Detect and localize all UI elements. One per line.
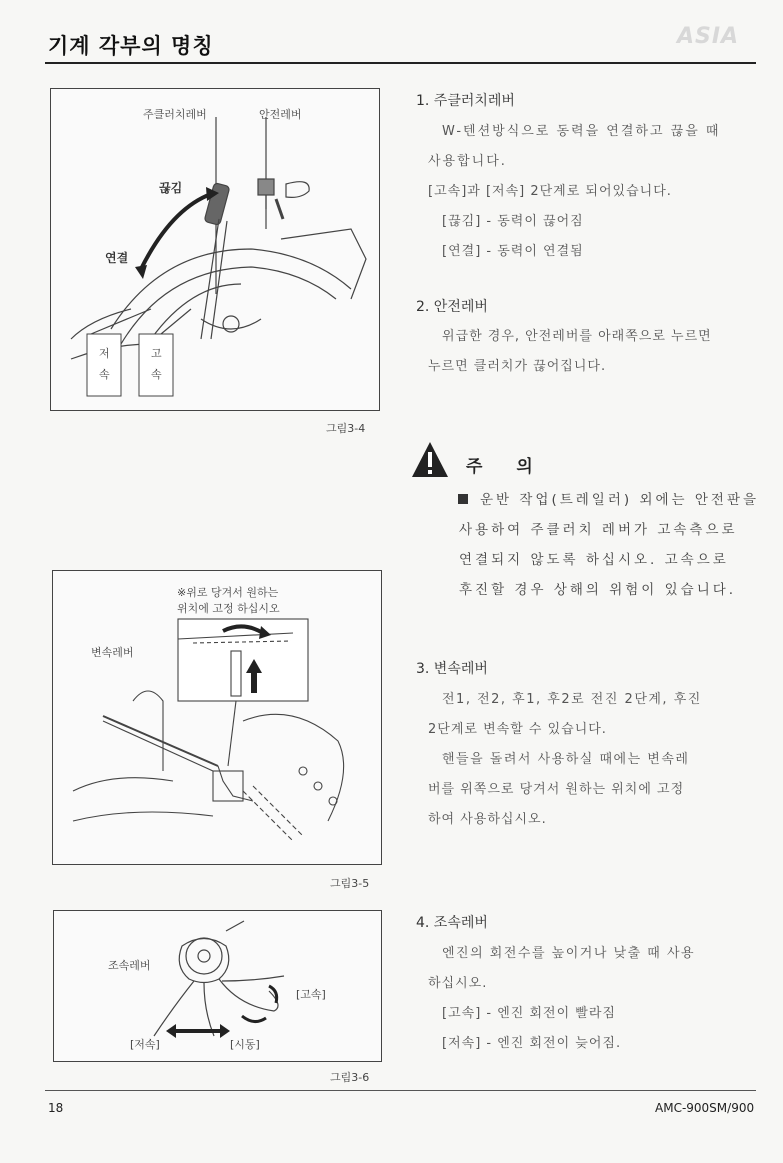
header-rule	[45, 62, 756, 64]
paragraph-line: 하여 사용하십시오.	[428, 812, 547, 827]
model-number: AMC-900SM/900	[655, 1101, 755, 1115]
swing-arrow-icon	[141, 194, 211, 269]
section-heading-throttle-lever: 4. 조속레버	[416, 915, 488, 931]
label-high-2: 속	[151, 368, 162, 381]
paragraph-line: [고속]과 [저속] 2단계로 되어있습니다.	[428, 184, 672, 199]
label-low-1: 저	[99, 347, 110, 360]
warning-bullet	[458, 488, 476, 507]
label-throttle-lever: 조속레버	[108, 959, 151, 972]
paragraph-line: 핸들을 돌려서 사용하실 때에는 변속레	[442, 752, 690, 767]
paragraph-line: [연결] - 동력이 연결됨	[442, 244, 584, 259]
paragraph-line: 2단계로 변속할 수 있습니다.	[428, 722, 607, 737]
section-heading-main-clutch: 1. 주클러치레버	[416, 93, 515, 109]
paragraph-line: 버를 위쪽으로 당겨서 원하는 위치에 고정	[428, 782, 685, 797]
warning-title: 주 의	[466, 457, 547, 477]
figure-gear-lever	[52, 570, 382, 865]
paragraph-line: 하십시오.	[428, 976, 488, 991]
brand-logo: ASIA	[677, 24, 740, 49]
throttle-lever-illustration	[54, 911, 381, 1061]
warning-line: 사용하여 주클러치 레버가 고속측으로	[459, 522, 738, 538]
paragraph-line: [저속] - 엔진 회전이 늦어짐.	[442, 1036, 622, 1051]
label-high-1: 고	[151, 347, 162, 360]
section-heading-safety-lever: 2. 안전레버	[416, 299, 488, 315]
square-bullet-icon	[458, 494, 468, 504]
label-start: [시동]	[230, 1038, 260, 1051]
paragraph-line: 전1, 전2, 후1, 후2로 전진 2단계, 후진	[442, 692, 702, 707]
figure-caption-3-6: 그림3-6	[330, 1071, 370, 1084]
paragraph-line: W-텐션방식으로 동력을 연결하고 끊을 때	[442, 124, 721, 139]
paragraph-line: [끊김] - 동력이 끊어짐	[442, 214, 584, 229]
label-main-clutch-lever: 주클러치레버	[143, 108, 207, 121]
footer-rule	[45, 1090, 756, 1091]
figure-throttle-lever	[53, 910, 382, 1062]
main-clutch-illustration	[51, 89, 379, 410]
warning-icon	[410, 440, 450, 480]
label-safety-lever: 안전레버	[259, 108, 302, 121]
label-connect: 연결	[105, 251, 129, 265]
paragraph-line: 엔진의 회전수를 높이거나 낮출 때 사용	[442, 946, 696, 961]
label-gear-lever: 변속레버	[91, 646, 134, 659]
note-line-2: 위치에 고정 하십시오	[177, 602, 280, 615]
label-low-speed: [저속]	[130, 1038, 160, 1051]
page-number: 18	[48, 1101, 64, 1115]
paragraph-line: 사용합니다.	[428, 154, 507, 169]
figure-caption-3-5: 그림3-5	[330, 877, 370, 890]
label-high-speed: [고속]	[296, 988, 326, 1001]
label-cut: 끊김	[159, 181, 183, 195]
paragraph-line: 누르면 클러치가 끊어집니다.	[428, 359, 607, 374]
figure-main-clutch	[50, 88, 380, 411]
warning-line: 운반 작업(트레일러) 외에는 안전판을	[480, 492, 760, 508]
note-line-1: ※위로 당겨서 원하는	[177, 586, 279, 599]
warning-line: 후진할 경우 상해의 위험이 있습니다.	[459, 582, 737, 598]
paragraph-line: [고속] - 엔진 회전이 빨라짐	[442, 1006, 616, 1021]
label-low-2: 속	[99, 368, 110, 381]
figure-caption-3-4: 그림3-4	[326, 422, 366, 435]
warning-line: 연결되지 않도록 하십시오. 고속으로	[459, 552, 729, 568]
page-title: 기계 각부의 명칭	[48, 34, 214, 58]
section-heading-gear-lever: 3. 변속레버	[416, 661, 488, 677]
paragraph-line: 위급한 경우, 안전레버를 아래쪽으로 누르면	[442, 329, 712, 344]
